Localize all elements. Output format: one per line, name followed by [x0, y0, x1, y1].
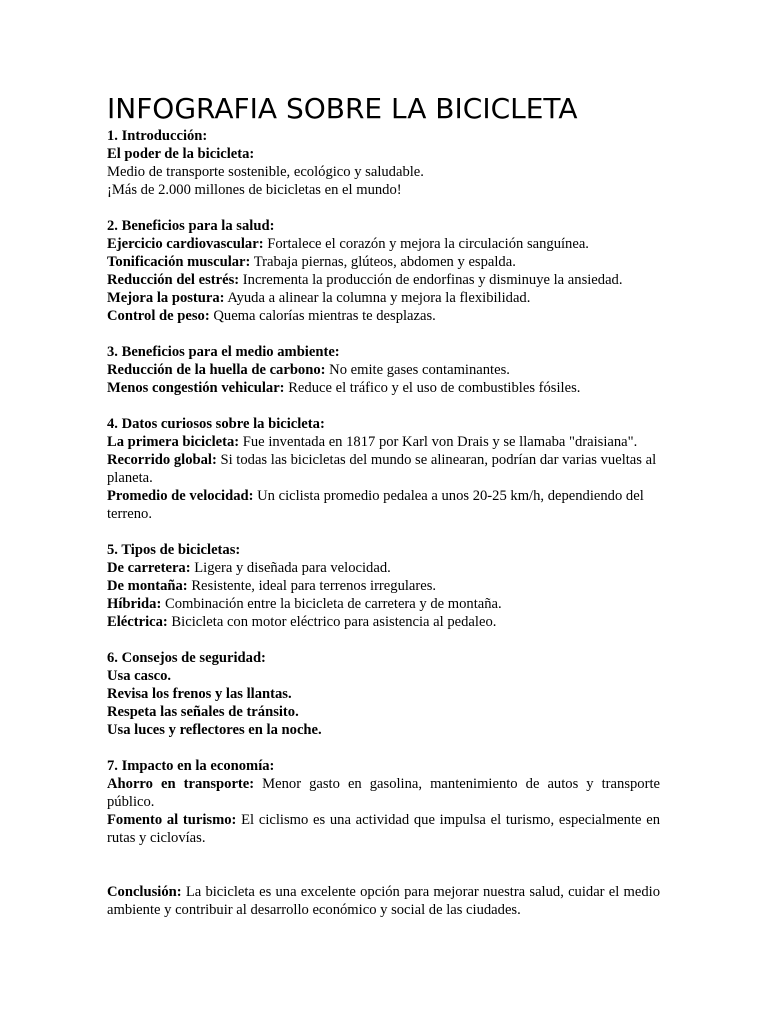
section-bicycle-types — [107, 541, 660, 631]
section-health-benefits — [107, 217, 660, 325]
section-heading: 6. Consejos de seguridad: — [107, 650, 266, 666]
section-economic-impact — [107, 757, 660, 847]
item-label: Menos congestión vehicular: — [107, 380, 285, 396]
conclusion-label: Conclusión: — [107, 884, 182, 900]
economy-item — [107, 811, 660, 847]
document-body — [107, 127, 660, 937]
item-label: Reducción de la huella de carbono: — [107, 362, 326, 378]
fact-item — [107, 433, 660, 451]
intro-line: ¡Más de 2.000 millones de bicicletas en el mundo! — [107, 182, 402, 198]
type-item — [107, 595, 660, 613]
type-item — [107, 613, 660, 631]
economy-item — [107, 775, 660, 811]
environment-item — [107, 379, 660, 397]
section-environment-benefits — [107, 343, 660, 397]
item-text: Incrementa la producción de endorfinas y disminuye la ansiedad. — [239, 272, 623, 288]
item-label: De carretera: — [107, 560, 191, 576]
section-heading: 5. Tipos de bicicletas: — [107, 542, 241, 558]
section-heading: 4. Datos curiosos sobre la bicicleta: — [107, 416, 325, 432]
item-label: Ejercicio cardiovascular: — [107, 236, 264, 252]
item-text: Fue inventada en 1817 por Karl von Drais y se llamaba "draisiana". — [239, 434, 638, 450]
item-text: Fortalece el corazón y mejora la circulación sanguínea. — [263, 236, 589, 252]
item-label: Fomento al turismo: — [107, 812, 237, 828]
item-label: Híbrida: — [107, 596, 162, 612]
conclusion-paragraph — [107, 883, 660, 919]
item-text: No emite gases contaminantes. — [325, 362, 510, 378]
intro-line: Medio de transporte sostenible, ecológico y saludable. — [107, 164, 424, 180]
type-item — [107, 559, 660, 577]
section-subheading: El poder de la bicicleta: — [107, 146, 255, 162]
item-text: Quema calorías mientras te desplazas. — [209, 308, 436, 324]
safety-item: Usa casco. — [107, 668, 172, 684]
item-text: Ayuda a alinear la columna y mejora la flexibilidad. — [224, 290, 531, 306]
item-text: Ligera y diseñada para velocidad. — [190, 560, 391, 576]
fact-item — [107, 451, 660, 487]
health-item — [107, 289, 660, 307]
item-label: De montaña: — [107, 578, 188, 594]
safety-item: Usa luces y reflectores en la noche. — [107, 722, 322, 738]
safety-item: Revisa los frenos y las llantas. — [107, 686, 292, 702]
health-item — [107, 235, 660, 253]
item-text: El ciclismo es una actividad que impulsa el turismo, especialmente en rutas y ciclovías. — [107, 812, 660, 846]
section-introduction — [107, 127, 660, 199]
item-label: Eléctrica: — [107, 614, 168, 630]
item-text: Bicicleta con motor eléctrico para asistencia al pedaleo. — [167, 614, 497, 630]
item-text: Si todas las bicicletas del mundo se alinearan, podrían dar varias vueltas al planeta. — [107, 452, 657, 486]
item-text: Reduce el tráfico y el uso de combustibles fósiles. — [284, 380, 581, 396]
item-label: Mejora la postura: — [107, 290, 225, 306]
section-conclusion — [107, 883, 660, 919]
item-text: Un ciclista promedio pedalea a unos 20-25 km/h, dependiendo del terreno. — [107, 488, 644, 522]
section-fun-facts — [107, 415, 660, 523]
type-item — [107, 577, 660, 595]
item-label: Ahorro en transporte: — [107, 776, 255, 792]
item-text: Combinación entre la bicicleta de carretera y de montaña. — [161, 596, 502, 612]
conclusion-text: La bicicleta es una excelente opción para mejorar nuestra salud, cuidar el medio ambiente y contribuir al desarrollo económico y social de las ciudades. — [107, 884, 660, 918]
item-label: Tonificación muscular: — [107, 254, 251, 270]
item-text: Menor gasto en gasolina, mantenimiento de autos y transporte público. — [107, 776, 660, 810]
item-label: Promedio de velocidad: — [107, 488, 254, 504]
section-heading: 7. Impacto en la economía: — [107, 758, 275, 774]
section-safety-tips — [107, 649, 660, 739]
section-heading: 3. Beneficios para el medio ambiente: — [107, 344, 340, 360]
section-heading: 2. Beneficios para la salud: — [107, 218, 275, 234]
health-item — [107, 253, 660, 271]
health-item — [107, 307, 660, 325]
section-heading: 1. Introducción: — [107, 128, 208, 144]
health-item — [107, 271, 660, 289]
item-text: Resistente, ideal para terrenos irregulares. — [187, 578, 437, 594]
safety-item: Respeta las señales de tránsito. — [107, 704, 299, 720]
document-title: INFOGRAFIA SOBRE LA BICICLETA — [107, 92, 578, 125]
fact-item — [107, 487, 660, 523]
item-label: Recorrido global: — [107, 452, 217, 468]
item-label: Control de peso: — [107, 308, 210, 324]
item-text: Trabaja piernas, glúteos, abdomen y espalda. — [250, 254, 516, 270]
item-label: La primera bicicleta: — [107, 434, 240, 450]
item-label: Reducción del estrés: — [107, 272, 240, 288]
environment-item — [107, 361, 660, 379]
